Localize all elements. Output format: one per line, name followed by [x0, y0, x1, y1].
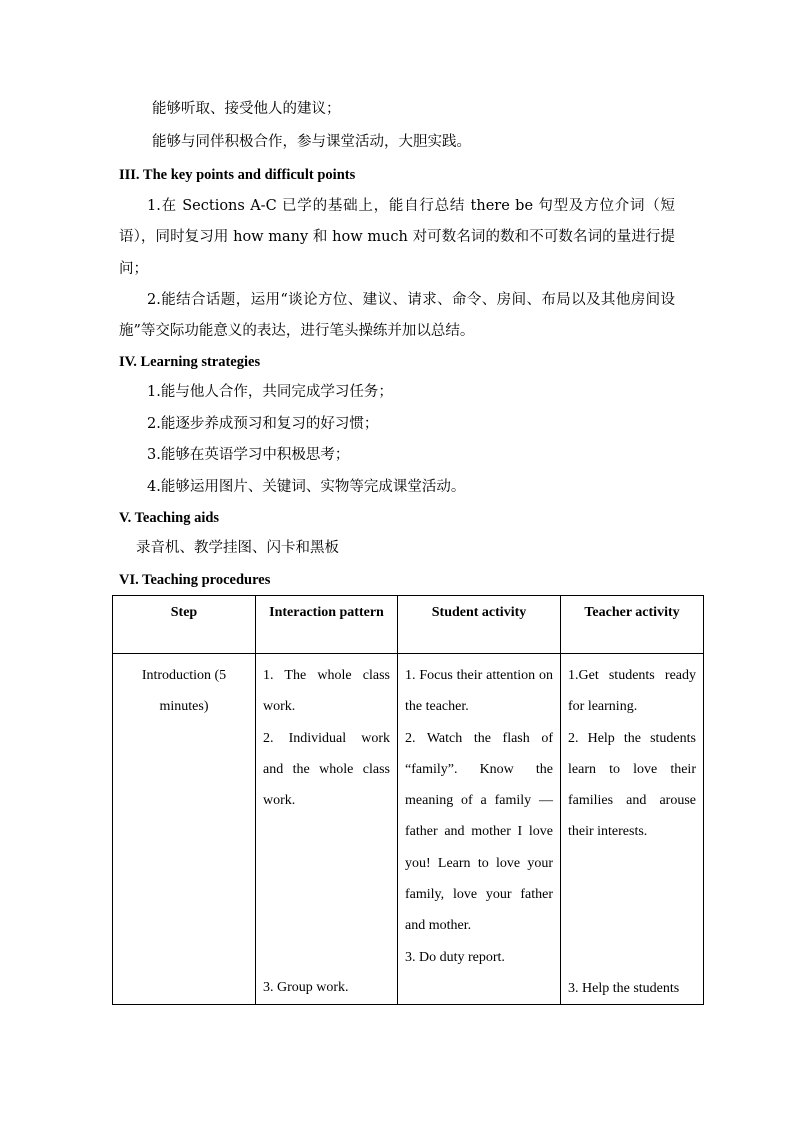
top-line-2: 能够与同伴积极合作，参与课堂活动，大胆实践。 [152, 134, 471, 150]
student-2: 2. Watch the flash of “family”. Know the meaning of a family —father and mother I love you! Learn to love your family, love your father and mother. [405, 730, 553, 934]
student-1: 1. Focus their attention on the teacher. [405, 668, 553, 715]
section-4-item-1: 1.能与他人合作，共同完成学习任务； [147, 384, 393, 400]
section-3-title: III. The key points and difficult points [119, 167, 356, 183]
teacher-3: 3. Help the students [568, 980, 680, 996]
cell-step: Introduction (5 minutes) [113, 654, 256, 1005]
teacher-1: 1.Get students ready for learning. [568, 668, 696, 715]
section-5-text: 录音机、教学挂图、闪卡和黑板 [136, 540, 339, 556]
cell-interaction [256, 654, 398, 1005]
section-3-paragraph-1: 1.在 Sections A-C 已学的基础上，能自行总结 there be 句型及方位介词（短语），同时复习用 how many 和 how much 对可数名词的数和不可数名词的量进行提问； [119, 198, 675, 277]
interaction-3: 3. Group work. [263, 980, 349, 996]
interaction-1: 1. The whole class work. [263, 668, 390, 715]
cell-teacher [561, 654, 704, 1005]
top-line-1: 能够听取、接受他人的建议； [152, 101, 341, 117]
table-header-row [113, 596, 704, 654]
procedures-table [112, 595, 704, 1005]
section-4-item-4: 4.能够运用图片、关键词、实物等完成课堂活动。 [147, 479, 466, 495]
header-student: Student activity [398, 596, 561, 654]
teacher-spacer [568, 848, 696, 973]
teacher-2: 2. Help the students learn to love their families and arouse their interests. [568, 730, 696, 840]
section-4-item-2: 2.能逐步养成预习和复习的好习惯； [147, 416, 379, 432]
header-teacher: Teacher activity [561, 596, 704, 654]
section-3-paragraph-2: 2.能结合话题，运用“谈论方位、建议、请求、命令、房间、布局以及其他房间设施”等交际功能意义的表达，进行笔头操练并加以总结。 [119, 292, 675, 340]
section-6-title: VI. Teaching procedures [119, 572, 271, 588]
table-row [113, 654, 704, 1005]
student-3: 3. Do duty report. [405, 949, 505, 965]
header-interaction: Interaction pattern [256, 596, 398, 654]
interaction-spacer [263, 816, 390, 972]
section-4-title: IV. Learning strategies [119, 354, 261, 370]
cell-student [398, 654, 561, 1005]
header-step: Step [113, 596, 256, 654]
section-4-item-3: 3.能够在英语学习中积极思考； [147, 447, 350, 463]
section-5-title: V. Teaching aids [119, 510, 220, 526]
interaction-2: 2. Individual work and the whole class work. [263, 730, 390, 809]
